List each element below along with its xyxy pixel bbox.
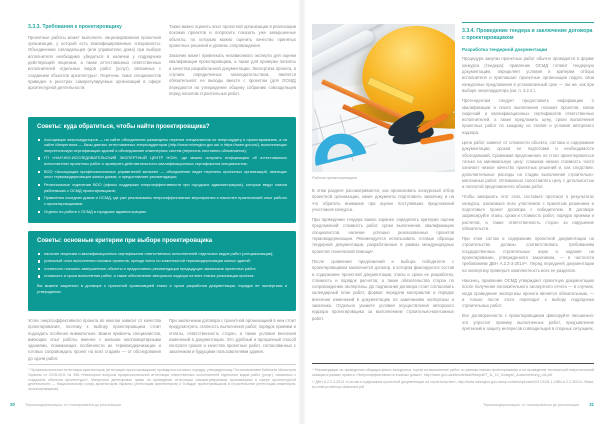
footer-title: Термомодернизация: от планирования до реализации <box>483 403 580 407</box>
tips-box-title: Советы: куда обратиться, чтобы найти проектировщика? <box>37 124 210 130</box>
right-left-column <box>312 188 454 326</box>
footnote-10: ¹⁰ ДБН А.2.2-3-2014 «Состав и содержание проектной документации на строительство», http://www.minregion.gov.ua/wp-content/uploads/2017/12/6.1.-DBN-A.2.2-32014.-Sklad-ta-zmist-proektnoyi-dokument.pdf <box>312 380 594 389</box>
tips-box-find-designer <box>28 117 296 223</box>
body-paragraph: При заключении договора с проектной организацией в нем стоит предусмотреть этапность выполнения работ, порядок приемки и оплаты, ответственность сторон, а также условия внесения изменений в документацию. Это удобный и прозрачный способ контроля сроков и качества проектных работ, согласованных с заказчиком и будущими пользователями здания. <box>169 318 296 355</box>
body-paragraph: При этом состав и содержание проектной документации на строительство должны соответствовать требованиям государственных строительных норм и задания на проектирование, утвержденного заказчиком, — в частности требованиям ДБН А.2.2-3-2014¹⁰. Перед передачей документации на экспертизу проверьте комплектность всех ее разделов. <box>462 236 594 273</box>
body-paragraph: Претендентам следует предоставить информацию о квалификации и опыте выполнения похожих проектов, копии лицензий и квалификационных сертификатов ответственных исполнителей, а также предложить цену, сроки выполнения проектных работ по каждому из этапов и условия авторского надзора. <box>462 98 594 135</box>
page-number: 30 <box>10 402 15 407</box>
tips-list <box>37 137 287 215</box>
tip-item: ГП «НАУЧНО-ИССЛЕДОВАТЕЛЬСКИЙ ЭКСПЕРТНЫЙ ЦЕНТР НСИ», где можно получить информацию об аттестованных исполнителях проектных работ и проверить действительность квалификационных сертификатов специалистов; <box>37 155 287 166</box>
tips-box-note: Вы можете закрепить в договоре с проектной организацией этапы и сроки разработки документации, порядок ее экспертизы и утверждения. <box>37 283 287 294</box>
footnote-9: ⁹ Рекомендации по проведению общедоступных конкурсных торгов на выполнение работ по разным этапам проектирования и на проведение технической энергетической санации в рамках проекта «Энергоэффективность в жилых домах», http://saee.gov.ua/sites/default/files/pdf/7_11_10_Vorlagen_Ausschreibung_UA.pdf <box>312 368 594 377</box>
footnote-divider <box>28 364 296 365</box>
section-heading-334: 3.3.4. Проведение тендера и заключение договора с проектировщиком <box>462 28 593 41</box>
body-paragraph: Проектные работы может выполнять лицензированная проектная организация, у которой есть квалифицированные специалисты. Объединению совладельцев (или управителю дома) при выборе исполнителя необходимо убедиться в наличии у подрядчика действующей лицензии, а также аттестованных ответственных исполнителей отдельных видов работ (услуг), связанных с созданием объектов архитектуры⁸. Перечень таких специалистов приведен в реестрах саморегулируемых организаций в сфере архитектурной деятельности. <box>28 34 161 91</box>
tip-item: ВОО «Ассоциация профессиональных управителей жильем» — объединение ведет перечень проектных организаций, имеющих опыт термомодернизации жилых домов, и предоставляет рекомендации; <box>37 169 287 180</box>
left-page-footer <box>10 402 296 407</box>
tip-item: Правления соседних домов и ОСМД, где уже реализованы энергоэффективные мероприятия и накоплен практический опыт работы с проектировщиками; <box>37 195 287 206</box>
tip-item: готовность показать завершенные объекты и предоставить рекомендации предыдущих заказчиков проектных работ; <box>37 266 287 272</box>
body-paragraph: Процедура закупки проектных работ обычно проводится в форме конкурса (тендера): правление ОСМД готовит тендерную документацию, определяет условия и критерии отбора исполнителя и приглашает проектные организации подать свои конкурсные предложения в установленный срок — так же, как при выборе энергоаудитора (см. п. 3.2.2.). <box>462 56 594 93</box>
page-number: 31 <box>589 402 594 407</box>
body-paragraph: В этом разделе рассматривается, как организовать конкурсный отбор проектной организации, какие документы подготовить заказчику и на что обратить внимание при оценке поступивших предложений участников конкурса. <box>312 188 454 212</box>
section-divider-rule <box>462 22 594 23</box>
body-paragraph: Наконец, правление ОСМД утверждает проектную документацию после получения положительного экспертного отчета — в случаях, когда проведение экспертизы проекта является обязательным, — и только после этого переходит к выбору подрядчика строительных работ. <box>462 277 594 309</box>
body-paragraph: Также важно оценить опыт проектной организации в реализации похожих проектов и попросить показать уже завершенные объекты, по которым можно оценить качество принятых проектных решений и уровень сопровождения. <box>169 24 296 48</box>
body-paragraph: При проведении тендера важно заранее определить критерии оценки предложений: стоимость работ, сроки выполнения, квалификацию специалистов, наличие успешно реализованных проектов термомодернизации. Рекомендуется использовать готовые образцы тендерной документации, разработанные в рамках международных проектов технической помощи⁹. <box>312 217 454 254</box>
left-top-column-1 <box>28 24 161 95</box>
tips-list <box>37 251 287 280</box>
tips-box-title: Советы: основные критерии при выборе проектировщика <box>37 238 213 244</box>
left-bottom-column-1 <box>28 318 161 366</box>
left-top-column-2 <box>169 24 296 101</box>
body-paragraph: Заказчик может привлекать независимого эксперта для оценки квалификации проектировщика, а также для проверки полноты и качества разработанной документации. Экспертиза проекта, в случаях определенных законодательством, является обязательной: ее выводы вместе с проектом (для ОСМД) передаются на утверждение общему собранию совладельцев перед началом строительных работ. <box>169 53 296 96</box>
right-right-column <box>462 22 594 336</box>
designer-tools-photo <box>312 24 455 172</box>
tip-item: стоимость и сроки выполнения работ, а также обеспечение авторского надзора на всех этапах реализации проекта. <box>37 273 287 279</box>
page-gutter <box>298 0 306 424</box>
tip-item: наличие лицензии и квалификационных сертификатов ответственных исполнителей отдельных видов работ (специализация); <box>37 251 287 257</box>
left-footnote-area <box>28 368 296 395</box>
body-paragraph: После сравнения предложений и выбора победителя с проектировщиком заключается договор, в котором фиксируются состав и содержание проектной документации, этапы и сроки ее разработки, стоимость и порядок расчетов, а также обязательства сторон по сопровождению экспертизы. До подписания договора стоит согласовать календарный план работ, формат передачи материалов и порядок внесения изменений в документацию по замечаниям экспертизы и заказчика. Отдельно укажите условия осуществления авторского надзора проектировщика за выполнением строительно-монтажных работ. <box>312 258 454 321</box>
body-paragraph: Успех энергоэффективного проекта во многом зависит от качества проектирования, поэтому к выбору проектировщика стоит подходить особенно внимательно. Важно привлечь специалистов, имеющих опыт работы именно с жилыми многоквартирными зданиями, понимающих особенности их термомодернизации и готовых сопровождать проект на всех стадиях — от обследования до сдачи работ. <box>28 318 161 361</box>
body-paragraph: Все договоренности с проектировщиком фиксируйте письменно: это упростит приемку выполненных работ, предъявление претензий и защиту интересов совладельцев в спорных ситуациях. <box>462 313 594 332</box>
left-bottom-column-2 <box>169 318 296 360</box>
footnote-8: ⁸ Профессиональная аттестация архитекторов (аттестация проектировщиков) проводится согласно порядку, утвержденному Постановлением Кабинета Министров Украины от 23.05.2011 № 554 «Некоторые вопросы профессиональной аттестации ответственных исполнителей отдельных видов работ (услуг), связанных с созданием объектов архитектуры». Минрегион делегировал право на проведение аттестации саморегулируемым организациям в сфере архитектурной деятельности — Национальному союзу архитекторов Украины (аттестация архитекторов) и Гильдии проектировщиков в строительстве (аттестация инженеров-проектировщиков). <box>28 368 296 392</box>
right-footnote-area <box>312 368 594 392</box>
body-paragraph: Чтобы завершить этот этап, составьте протокол о результатах конкурса, ознакомьте всех участников с принятым решением и подготовьте проект договора с победителем. В договоре зафиксируйте этапы, сроки и стоимость работ, порядок приемки и расчетов, а также ответственность сторон за нарушение обязательств. <box>462 194 594 231</box>
tips-box-selection-criteria <box>28 231 296 311</box>
subsection-heading: Разработка тендерной документации <box>462 46 548 52</box>
tip-item: Ассоциация энергоаудиторов — на сайте объединения размещены перечни специалистов по энергоаудиту и проектированию, а на сайте Минрегиона — базы данных аттестованных энергоаудиторов (http://www.minregion.gov.ua/ и https://saee.gov.ua/), выполняющих энергетическую сертификацию зданий и обследование инженерных систем (перечень постоянно обновляется); <box>37 137 287 154</box>
right-page-footer <box>308 402 594 407</box>
footnote-divider <box>312 363 594 364</box>
tip-item: успешный опыт выполнения похожих проектов, прежде всего по комплексной термомодернизации жилых зданий; <box>37 258 287 264</box>
tip-item: Региональные отделения ВОО (офисы поддержки энергоэффективности при городских администрациях), которые ведут списки работавших с ОСМД проектировщиков; <box>37 182 287 193</box>
photo-caption: Работа проектировщика <box>312 176 357 180</box>
footer-title: Термомодернизация: от планирования до реализации <box>24 403 121 407</box>
body-paragraph: Цена работ зависит от сложности объекта, состава и содержания документации, сроков ее подготовки и необходимости обследований. Сравнивая предложения, не стоит ориентироваться только на минимальную цену: слишком низкая стоимость часто означает низкое качество проектных решений и, как следствие, дополнительные расходы на стадии выполнения строительно-монтажных работ. Оптимально сопоставлять цену с детальностью и полнотой предложенного объема работ. <box>462 140 594 190</box>
tip-item: Отделы по работе с ОСМД в городских администрациях. <box>37 209 287 215</box>
section-heading-333: 3.3.3. Требования к проектировщику <box>28 24 122 30</box>
